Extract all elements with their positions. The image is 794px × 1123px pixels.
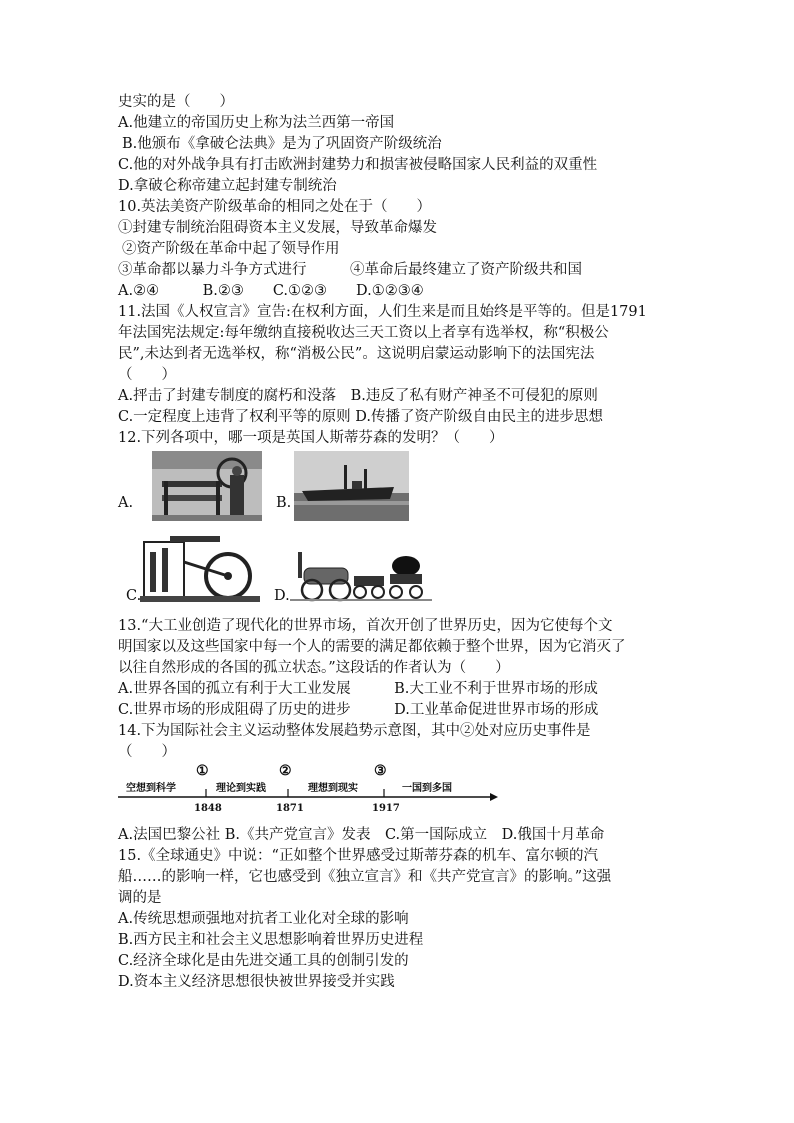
q9-stem-end: 史实的是（ ） [118,94,234,110]
q9-option-d: D.拿破仑称帝建立起封建专制统治 [118,178,337,194]
q11-stem-line2: 年法国宪法规定:每年缴纳直接税收达三天工资以上者享有选举权，称“积极公 [118,325,609,341]
q11-stem-line1: 11.法国《人权宣言》宣告:在权利方面，人们生来是而且始终是平等的。但是1791 [118,304,647,320]
q12-stem: 12.下列各项中，哪一项是英国人斯蒂芬森的发明？（ ） [118,430,504,446]
q12-label-c: C. [126,588,142,604]
q15-option-b: B.西方民主和社会主义思想影响着世界历史进程 [118,932,424,948]
q14-stem-line1: 14.下为国际社会主义运动整体发展趋势示意图，其中②处对应历史事件是 [118,723,591,739]
q11-stem-line3: 民”,未达到者无选举权，称“消极公民”。这说明启蒙运动影响下的法国宪法 [118,346,595,362]
timeline-mark-2: ② [279,763,292,779]
timeline-mark-1: ① [196,763,209,779]
timeline-stage-4: 一国到多国 [402,783,452,794]
timeline-year-1848: 1848 [194,803,222,814]
q10-item-1: ①封建专制统治阻碍资本主义发展，导致革命爆发 [118,220,437,236]
spinning-machine-image [152,451,262,521]
q15-stem-line1: 15.《全球通史》中说：“正如整个世界感受过斯蒂芬森的机车、富尔顿的汽 [118,848,598,864]
q12-label-d: D. [274,588,290,604]
q10-options: A.②④ B.②③ C.①②③ D.①②③④ [118,283,424,299]
socialism-timeline-diagram [118,763,518,819]
q10-items-3-4: ③革命都以暴力斗争方式进行 ④革命后最终建立了资产阶级共和国 [118,262,582,278]
timeline-year-1871: 1871 [276,803,304,814]
q11-stem-line4: （ ） [118,367,176,383]
q13-options-cd: C.世界市场的形成阻碍了历史的进步 D.工业革命促进世界市场的形成 [118,702,599,718]
q11-options-ab: A.抨击了封建专制度的腐朽和没落 B.违反了私有财产神圣不可侵犯的原则 [118,388,598,404]
q15-option-c: C.经济全球化是由先进交通工具的创制引发的 [118,953,409,969]
q9-option-c: C.他的对外战争具有打击欧洲封建势力和损害被侵略国家人民利益的双重性 [118,157,598,173]
q13-stem-line1: 13.“大工业创造了现代化的世界市场，首次开创了世界历史，因为它使每个文 [118,618,613,634]
locomotive-image [290,542,432,604]
q15-option-a: A.传统思想顽强地对抗者工业化对全球的影响 [118,911,409,927]
timeline-stage-3: 理想到现实 [308,783,358,794]
q13-stem-line3: 以往自然形成的各国的孤立状态。”这段话的作者认为（ ） [118,660,510,676]
q10-stem: 10.英法美资产阶级革命的相同之处在于（ ） [118,199,432,215]
timeline-year-1917: 1917 [372,803,400,814]
steam-engine-image [140,532,260,604]
q12-label-a: A. [118,495,134,511]
q15-stem-line3: 调的是 [118,890,162,906]
q15-option-d: D.资本主义经济思想很快被世界接受并实践 [118,974,395,990]
exam-page [118,92,688,993]
timeline-mark-3: ③ [374,763,387,779]
q15-stem-line2: 船……的影响一样，它也感受到《独立宣言》和《共产党宣言》的影响。”这强 [118,869,612,885]
timeline-stage-1: 空想到科学 [126,783,176,794]
q12-images-row1 [118,449,688,524]
q12-images-row2 [118,524,688,616]
q14-options: A.法国巴黎公社 B.《共产党宣言》发表 C.第一国际成立 D.俄国十月革命 [118,827,605,843]
q13-options-ab: A.世界各国的孤立有利于大工业发展 B.大工业不利于世界市场的形成 [118,681,598,697]
q14-stem-line2: （ ） [118,744,176,760]
timeline-stage-2: 理论到实践 [216,783,266,794]
q9-option-a: A.他建立的帝国历史上称为法兰西第一帝国 [118,115,395,131]
q13-stem-line2: 明国家以及这些国家中每一个人的需要的满足都依赖于整个世界，因为它消灭了 [118,639,626,655]
steamship-image [294,451,409,521]
q9-option-b: B.他颁布《拿破仑法典》是为了巩固资产阶级统治 [122,136,442,152]
q11-options-cd: C.一定程度上违背了权利平等的原则 D.传播了资产阶级自由民主的进步思想 [118,409,604,425]
q10-item-2: ②资产阶级在革命中起了领导作用 [122,241,340,257]
q12-label-b: B. [276,495,292,511]
